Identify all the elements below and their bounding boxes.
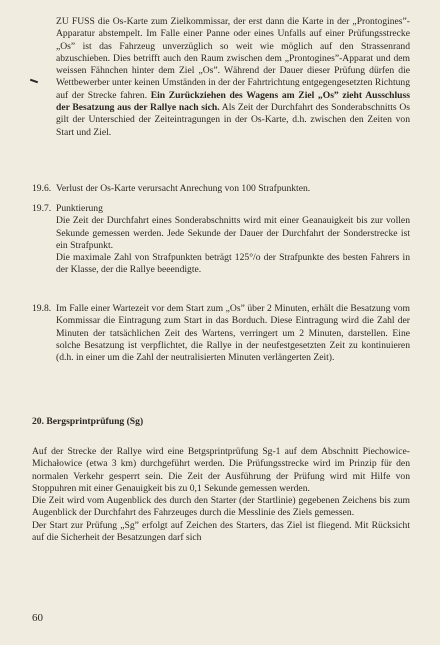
item-19-7 (0, 203, 440, 277)
body-paragraph-1: Auf der Strecke der Rallye wird eine Betgsprintprüfung Sg-1 auf dem Abschnitt Piechowice-Michałowice (etwa 3 km) durchgeführt werden. Die Prüfungsstrecke wird im Prinzip für den normalen Verkehr gesperrt sein. Die Zeit der Ausführung der Prüfung wird mit Hilfe von Stoppuhren mit einer Genauigkeit bis zu 0,1 Sekunde gemessen werden. (32, 446, 410, 494)
body-paragraph-3: Der Start zur Prüfung „Sg” erfolgt auf Zeichen des Starters, das Ziel ist fliegend. Mit Rücksicht auf die Sicherheit der Besatzungen darf sich (32, 519, 410, 544)
body-paragraph-2: Die Zeit wird vom Augenblick des durch den Starter (der Startlinie) gegebenen Zeichens bis zum Augenblick der Durchfahrt des Fahrzeuges durch die Messlinie des Ziels gemessen. (32, 495, 410, 519)
item-19-8-text: Im Falle einer Wartezeit vor dem Start zum „Os” über 2 Minuten, erhält die Besatzung vom Kommissar die Eintragung zum Start in das Borduch. Diese Eintragung wird die Zahl der Minuten der tatsächlichen Zeit des Wartens, verringert um 2 Minuten, darstellen. Eine solche Besatzung ist verpflichtet, die Rallye in der neufestgesetzten Zeit zu kontinuieren (d.h. in einer um die Zahl der neutralisierten Minuten verlängerten Zeit). (56, 303, 410, 364)
page-number: 60 (32, 612, 43, 624)
continued-paragraph (0, 16, 440, 139)
item-number-19-6: 19.6. (32, 183, 52, 194)
item-19-8 (0, 303, 440, 364)
section-body (0, 446, 440, 544)
item-number-19-8: 19.8. (32, 303, 52, 314)
continued-text-bold: Ein Zurückziehen des Wagens am Ziel „Os” zieht Ausschluss der Besatzung aus der Rallye nach sich. (56, 89, 410, 114)
continued-text-part1: ZU FUSS die Os-Karte zum Zielkommissar, der erst dann die Karte in der „Prontogines”-Apparatur abstempelt. Im Falle einer Panne oder eines Unfalls auf einer Prüfungsstrecke „Os” ist das Fahrzeug unverzüglich so weit wie möglich auf den Strassenrand abzuschieben. Dies betrifft auch den Raum zwischen dem „Prontogines”-Apparat und dem weissen Fähnchen hinter dem Ziel „Os”. Während der Dauer dieser Prüfung dürfen die Wettbewerber unter keinen Umständen in der der Fahrtrichtung entgegengesetzten Richtung auf der Strecke fahren. (56, 16, 410, 101)
item-19-6-text: Verlust der Os-Karte verursacht Anrechung von 100 Strafpunkten. (56, 183, 311, 194)
item-19-7-text-1: Die Zeit der Durchfahrt eines Sonderabschnitts wird mit einer Geanauigkeit bis zur vollen Sekunde gemessen werden. Jede Sekunde der Dauer der Durchfahrt der Sonderstrecke ist ein Strafpunkt. (56, 215, 410, 251)
section-heading: 20. Bergsprintprüfung (Sg) (32, 416, 144, 427)
continued-text-part2: Als Zeit der Durchfahrt des Sonderabschnitts Os gilt der Unterschied der Zeiteintragungen in der Os-Karte, d.h. zwischen den Zeiten von Start und Ziel. (56, 102, 411, 138)
item-number-19-7: 19.7. (32, 203, 52, 214)
continued-text (0, 16, 440, 139)
item-19-7-text-2: Die maximale Zahl von Strafpunkten beträgt 125°/o der Strafpunkte des besten Fahrers in der Klasse, der die Rallye beeendigte. (56, 252, 410, 276)
item-19-6 (0, 183, 440, 195)
item-19-7-title: Punktierung (56, 203, 103, 214)
